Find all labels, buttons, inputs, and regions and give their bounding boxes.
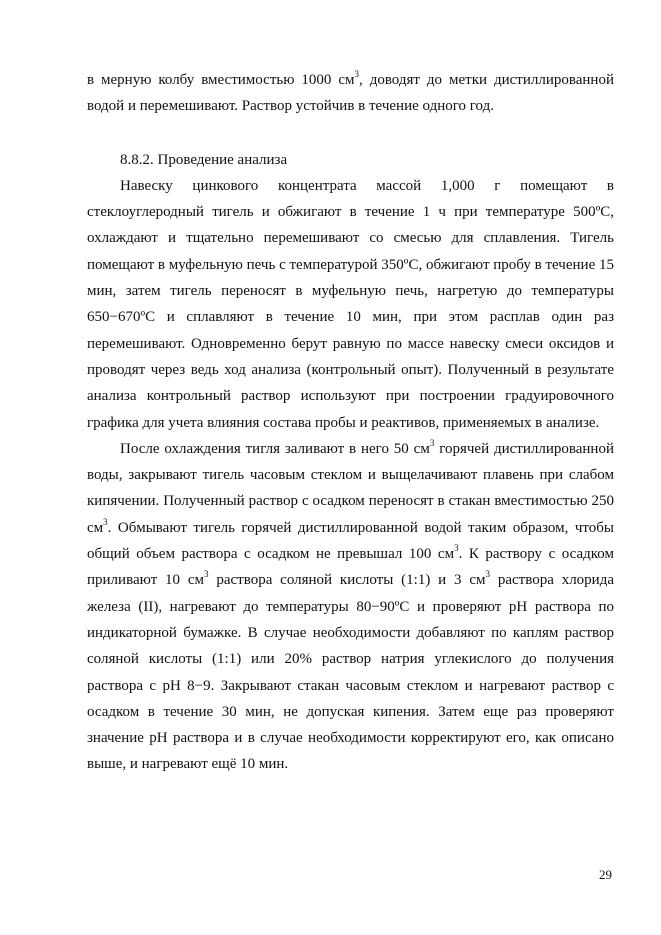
body-paragraph-2 xyxy=(87,436,614,778)
superscript: 3 xyxy=(454,543,459,554)
paragraph-2-text-6: раствора хлорида железа (II), нагревают до температуры 80−90ºС и проверяют рН раствора по индикаторной бумажке. В случае необходимости добавляют по каплям раствор соляной кислоты (1:1) или 20% раствор натрия углекислого до получения раствора с рН 8−9. Закрывают стакан часовым стеклом и нагревают раствор с осадком в течение 30 мин, не допуская кипения. Затем еще раз проверяют значение рН раствора и в случае необходимости корректируют его, как описано выше, и нагревают ещё 10 мин. xyxy=(87,572,615,773)
intro-paragraph xyxy=(87,67,614,120)
superscript: 3 xyxy=(103,516,108,527)
body-paragraph-1: Навеску цинкового концентрата массой 1,000 г помещают в стеклоуглеродный тигель и обжигают в течение 1 ч при температуре 500ºС, охлаждают и тщательно перемешивают со смесью для сплавления. Тигель помещают в муфельную печь с температурой 350ºС, обжигают пробу в течение 15 мин, затем тигель переносят в муфельную печь, нагретую до температуры 650−670ºС и сплавляют в течение 10 мин, при этом расплав один раз перемешивают. Одновременно берут равную по массе навеску смеси оксидов и проводят через ведь ход анализа (контрольный опыт). Полученный в результате анализа контрольный раствор используют при построении градуировочного графика для учета влияния состава пробы и реактивов, применяемых в анализе. xyxy=(87,177,614,431)
page-body xyxy=(87,67,614,778)
intro-text-2: , доводят до метки дистиллированной водой и перемешивают. Раствор устойчив в течение одного год. xyxy=(87,72,614,115)
section-heading: 8.8.2. Проведение анализа xyxy=(120,151,288,168)
intro-text-1: в мерную колбу вместимостью 1000 см xyxy=(87,72,355,88)
paragraph-2-text-3: . Обмывают тигель горячей дистиллированной водой таким образом, чтобы общий объем раствора с осадком не превышал 100 см xyxy=(87,519,614,563)
page-number: 29 xyxy=(599,867,612,882)
paragraph-2-text-2: горячей дистиллированной воды, закрывают тигель часовым стеклом и выщелачивают плавень при слабом кипячении. Полученный раствор с осадком переносят в стакан вместимостью 250 см xyxy=(87,440,614,536)
superscript: 3 xyxy=(204,569,209,580)
paragraph-2-text-1: После охлаждения тигля заливают в него 50 см xyxy=(120,440,430,457)
paragraph-2-text-4: . К раствору с осадком приливают 10 см xyxy=(87,546,614,589)
superscript: 3 xyxy=(429,437,435,448)
superscript: 3 xyxy=(485,569,491,580)
superscript: 3 xyxy=(354,69,359,79)
paragraph-2-text-5: раствора соляной кислоты (1:1) и 3 см xyxy=(208,572,486,589)
